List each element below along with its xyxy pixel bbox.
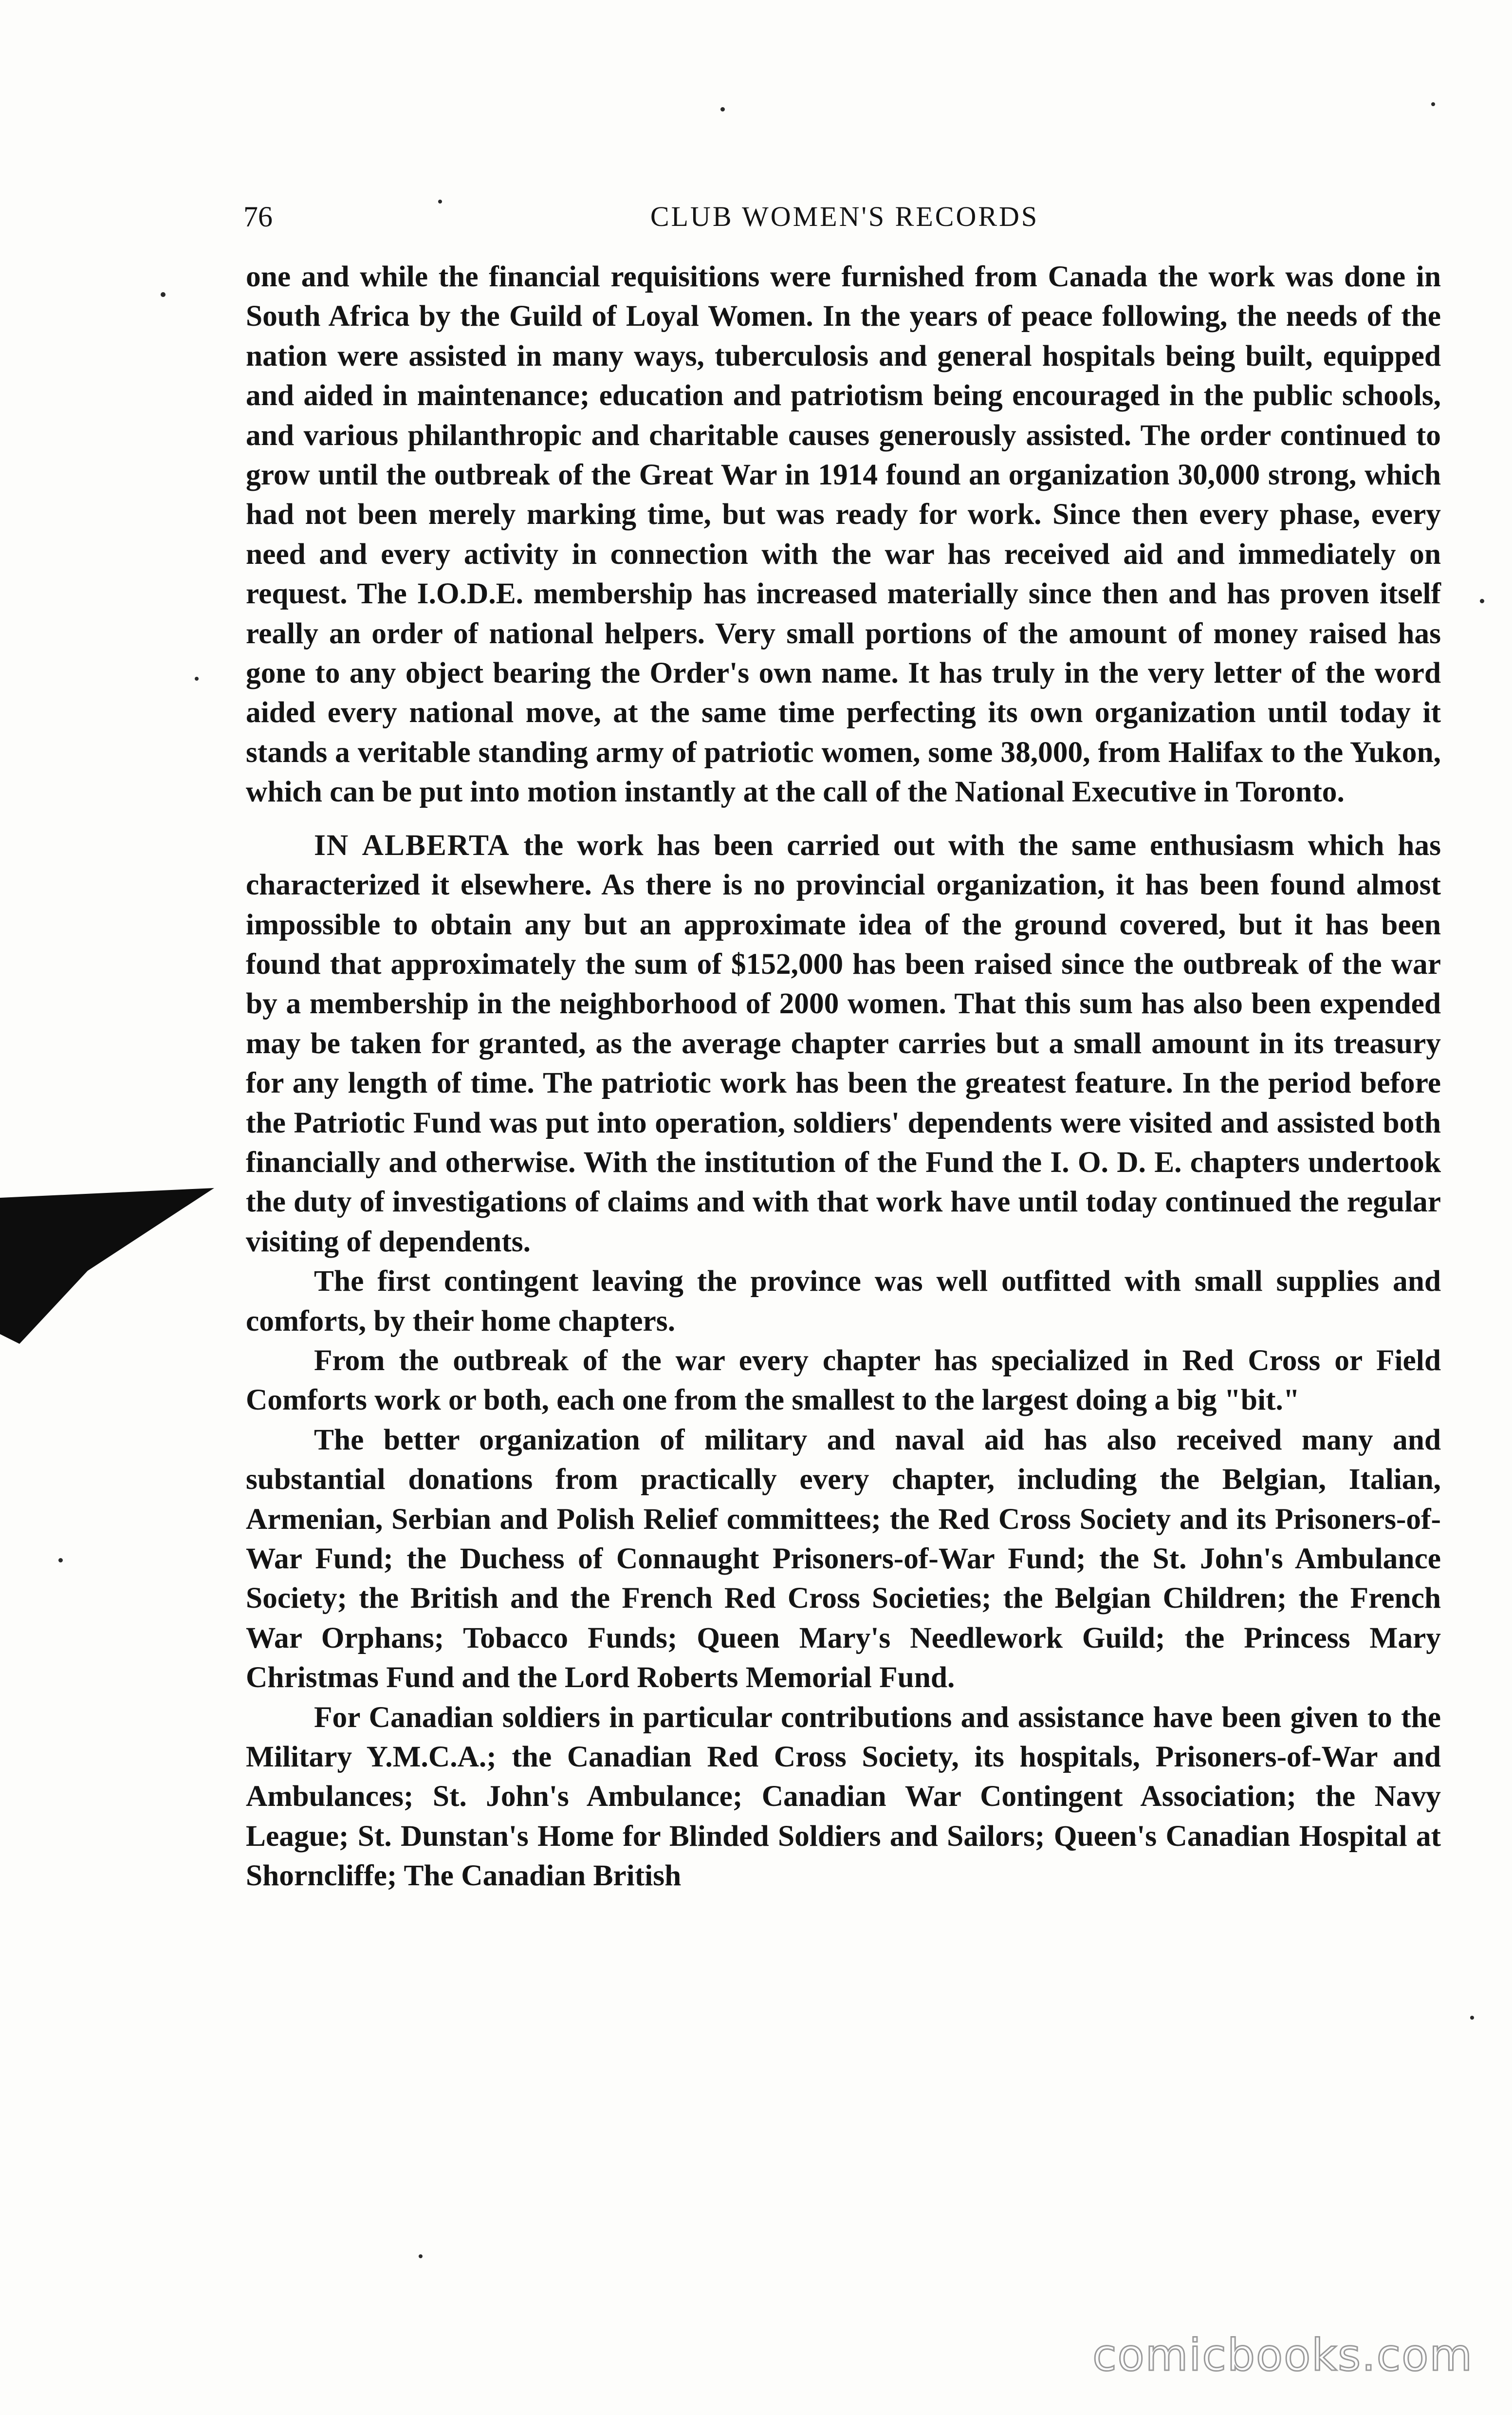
scan-speck bbox=[161, 292, 166, 297]
paragraph-alberta bbox=[246, 826, 1441, 1262]
scan-speck bbox=[419, 2254, 423, 2258]
scan-speck bbox=[1431, 102, 1435, 106]
page-header bbox=[243, 195, 1446, 239]
scan-speck bbox=[58, 1558, 63, 1562]
paragraph-5: The better organization of military and naval aid has also received many and substantial donations from practically every chapter, including the Belgian, Italian, Armenian, Serbian and Polish Relief committees; the Red Cross Society and its Prisoners-of-War Fund; the Duchess of Connaught Prisoners-of-War Fund; the St. John's Ambulance Society; the British and the French Red Cross Societies; the Belgian Children; the French War Orphans; Tobacco Funds; Queen Mary's Needlework Guild; the Princess Mary Christmas Fund and the Lord Roberts Memorial Fund. bbox=[246, 1423, 1441, 1694]
paragraph-2-text: the work has been carried out with the same enthusiasm which has characterized it elsewhere. As there is no provincial organization, it has been found almost impossible to obtain any but an approximate idea of the ground covered, but it has been found that approximately the sum of $152,000 has been raised since the outbreak of the war by a membership in the neighborhood of 2000 women. That this sum has also been expended may be taken for granted, as the average chapter carries but a small amount in its treasury for any length of time. The patriotic work has been the greatest feature. In the period before the Patriotic Fund was put into operation, soldiers' dependents were visited and assisted both financially and otherwise. With the institution of the Fund the I. O. D. E. chapters undertook the duty of investigations of claims and with that work have until today continued the regular visiting of dependents. bbox=[246, 828, 1441, 1258]
page-number: 76 bbox=[243, 201, 273, 233]
scan-speck bbox=[1480, 599, 1484, 603]
running-title: CLUB WOMEN'S RECORDS bbox=[650, 201, 1039, 232]
paragraph-6: For Canadian soldiers in particular contributions and assistance have been given to the Military Y.M.C.A.; the Canadian Red Cross Society, its hospitals, Prisoners-of-War and Ambulances; St. John's Ambulance; Canadian War Contingent Association; the Navy League; St. Dunstan's Home for Blinded Soldiers and Sailors; Queen's Canadian Hospital at Shorncliffe; The Canadian British bbox=[246, 1700, 1441, 1893]
scan-shadow-mark bbox=[0, 1188, 214, 1344]
scan-speck bbox=[1470, 2016, 1474, 2020]
paragraph-3: The first contingent leaving the province was well outfitted with small supplies and comforts, by their home chapters. bbox=[246, 1264, 1441, 1338]
scan-speck bbox=[195, 677, 199, 681]
scan-speck bbox=[720, 107, 725, 111]
paragraph-lead: IN ALBERTA bbox=[314, 828, 510, 862]
paragraph-4: From the outbreak of the war every chapter has specialized in Red Cross or Field Comforts work or both, each one from the smallest to the largest doing a big "bit." bbox=[246, 1343, 1441, 1417]
watermark: comicbooks.com bbox=[1092, 2330, 1473, 2381]
body-text bbox=[246, 257, 1441, 1896]
scan-speck bbox=[438, 200, 442, 204]
paragraph-1: one and while the financial requisitions were furnished from Canada the work was done in South Africa by the Guild of Loyal Women. In the years of peace following, the needs of the nation were assisted in many ways, tuberculosis and general hospitals being built, equipped and aided in maintenance; education and patriotism being encouraged in the public schools, and various philanthropic and charitable causes generously assisted. The order continued to grow until the outbreak of the Great War in 1914 found an organization 30,000 strong, which had not been merely marking time, but was ready for work. Since then every phase, every need and every activity in connection with the war has received aid and immediately on request. The I.O.D.E. membership has increased materially since then and has proven itself really an order of national helpers. Very small portions of the amount of money raised has gone to any object bearing the Order's own name. It has truly in the very letter of the word aided every national move, at the same time perfecting its own organization until today it stands a veritable standing army of patriotic women, some 38,000, from Halifax to the Yukon, which can be put into motion instantly at the call of the National Executive in Toronto. bbox=[246, 260, 1441, 809]
